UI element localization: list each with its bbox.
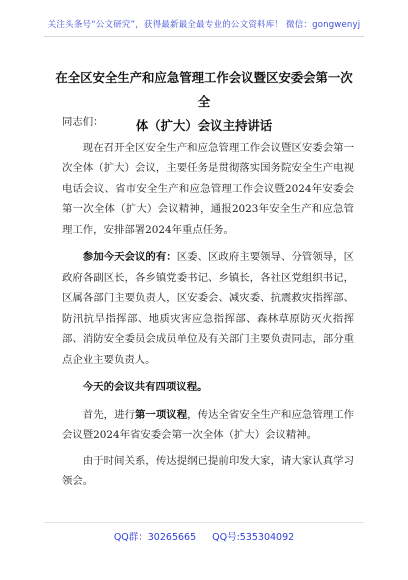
footer-divider [44, 522, 364, 523]
qq-group: QQ群：30265665 [113, 532, 197, 543]
promo-banner: 关注头条号“公文研究”，获得最新最全最专业的公文资料库！ 微信：gongwenyj [47, 20, 361, 30]
paragraph-first-item [62, 405, 354, 446]
qq-number: QQ号:535304092 [212, 532, 295, 543]
contact-footer [0, 529, 408, 543]
first-item-prefix: 首先，进行 [82, 408, 135, 421]
attendees-lead: 参加今天会议的有： [82, 251, 177, 263]
paragraph-opening: 现在召开全区安全生产和应急管理工作会议暨区安委会第一次全体（扩大）会议，主要任务是贯彻落实国务院安全生产电视电话会议、省市安全生产和应急管理工作会议暨2024年安委会第一次全体（扩大）会议精神，通报2023年安全生产和应急管理工作，安排部署2024年重点任务。 [62, 141, 354, 236]
paragraph-note: 由于时间关系，传达提纲已提前印发大家，请大家认真学习领会。 [62, 454, 354, 487]
paragraph-agenda-count: 今天的会议共有四项议程。 [82, 381, 208, 393]
title-line-2: 体（扩大）会议主持讲话 [135, 118, 273, 133]
banner-divider [44, 36, 364, 37]
title-line-1: 在全区安全生产和应急管理工作会议暨区安委会第一次全 [55, 70, 353, 109]
paragraph-attendees [62, 247, 354, 370]
first-item-label: 第一项议程 [134, 408, 188, 421]
document-body [62, 112, 354, 492]
first-item-text: ，传达全省安全生产和应急管理工作会议暨2024年省安委会第一次全体（扩大）会议精神。 [62, 408, 355, 441]
salutation: 同志们： [62, 116, 104, 128]
attendees-text: 区委、区政府主要领导、分管领导，区政府各副区长，各乡镇党委书记、乡镇长，各社区党组织书记，区属各部门主要负责人，区安委会、减灾委、抗震救灾指挥部、防汛抗旱指挥部、地质灾害应急指挥部、森林草原防灭火指挥部、消防安全委员会成员单位及有关部门主要负责同志，部分重点企业主要负责人。 [62, 251, 355, 366]
